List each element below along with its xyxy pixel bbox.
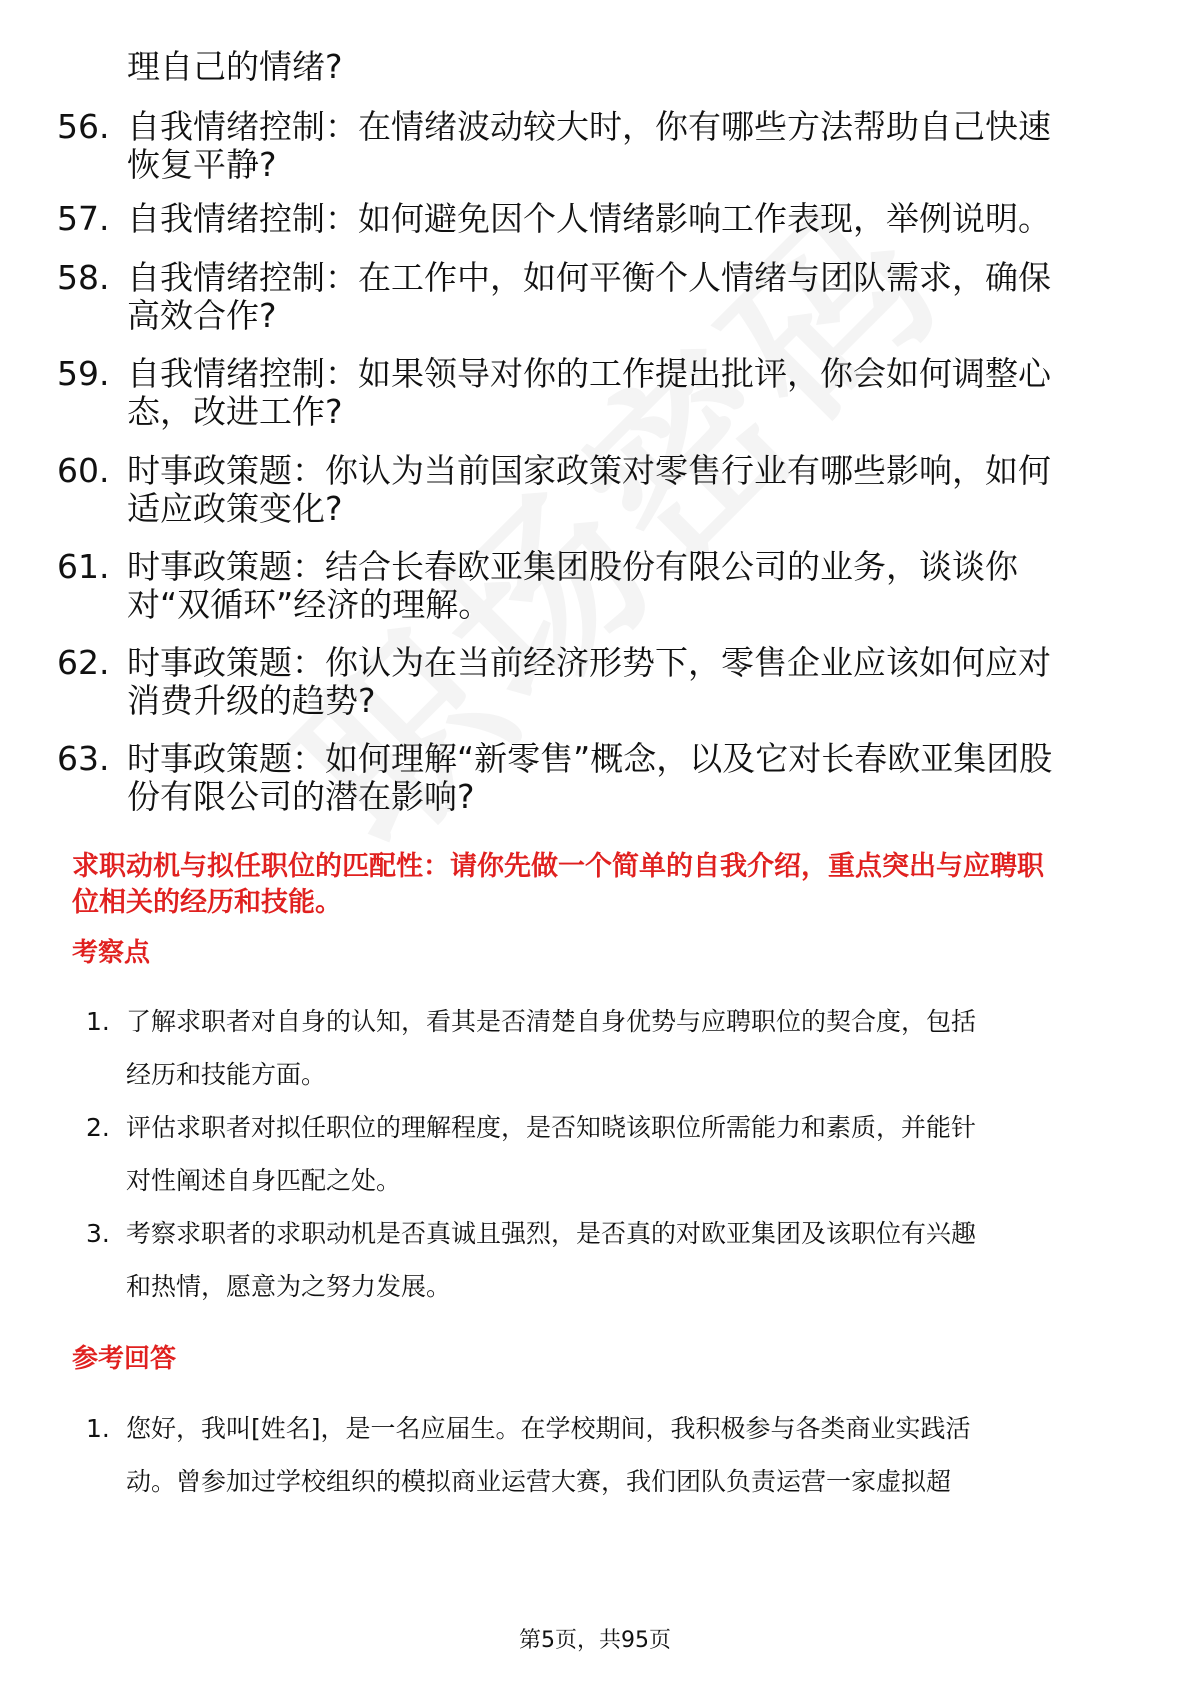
- list-item-text: 经历和技能方面。: [126, 1060, 327, 1089]
- question-text: 消费升级的趋势?: [127, 681, 376, 720]
- question-text: 高效合作?: [127, 296, 277, 335]
- question-text: 时事政策题：你认为在当前经济形势下，零售企业应该如何应对: [127, 643, 1051, 682]
- question-number: 60.: [57, 451, 110, 490]
- list-item-text: 您好，我叫[姓名]，是一名应届生。在学校期间，我积极参与各类商业实践活: [126, 1414, 971, 1443]
- section-title: 求职动机与拟任职位的匹配性：请你先做一个简单的自我介绍，重点突出与应聘职: [72, 851, 1044, 882]
- question-text: 时事政策题：你认为当前国家政策对零售行业有哪些影响，如何: [127, 451, 1051, 490]
- list-number: 1.: [86, 1414, 110, 1443]
- question-text: 适应政策变化?: [127, 489, 343, 528]
- question-number: 63.: [57, 739, 110, 778]
- list-item-text: 和热情，愿意为之努力发展。: [126, 1272, 452, 1301]
- list-item-text: 评估求职者对拟任职位的理解程度，是否知晓该职位所需能力和素质，并能针: [126, 1113, 977, 1142]
- question-text: 态，改进工作?: [127, 392, 343, 431]
- question-number: 62.: [57, 643, 110, 682]
- question-number: 56.: [57, 107, 110, 146]
- question-number: 58.: [57, 258, 110, 297]
- question-text: 自我情绪控制：在情绪波动较大时，你有哪些方法帮助自己快速: [127, 107, 1051, 146]
- question-text: 自我情绪控制：如果领导对你的工作提出批评，你会如何调整心: [127, 354, 1051, 393]
- list-number: 3.: [86, 1219, 110, 1248]
- question-number: 59.: [57, 354, 110, 393]
- answer-heading: 参考回答: [72, 1344, 177, 1374]
- question-text: 份有限公司的潜在影响?: [127, 777, 475, 816]
- question-text: 恢复平静?: [127, 145, 277, 184]
- page-number: 第5页，共95页: [519, 1628, 671, 1653]
- list-number: 1.: [86, 1007, 110, 1036]
- question-text: 自我情绪控制：如何避免因个人情绪影响工作表现，举例说明。: [127, 199, 1051, 238]
- question-text: 自我情绪控制：在工作中，如何平衡个人情绪与团队需求，确保: [127, 258, 1051, 297]
- list-item-text: 考察求职者的求职动机是否真诚且强烈，是否真的对欧亚集团及该职位有兴趣: [126, 1219, 977, 1248]
- list-item-text: 对性阐述自身匹配之处。: [126, 1166, 402, 1195]
- question-text: 对“双循环”经济的理解。: [127, 585, 492, 624]
- list-item-text: 动。曾参加过学校组织的模拟商业运营大赛，我们团队负责运营一家虚拟超: [126, 1467, 952, 1496]
- points-heading: 考察点: [72, 938, 151, 968]
- list-item-text: 了解求职者对自身的认知，看其是否清楚自身优势与应聘职位的契合度，包括: [126, 1007, 977, 1036]
- list-number: 2.: [86, 1113, 110, 1142]
- section-title: 位相关的经历和技能。: [72, 887, 342, 918]
- question-number: 61.: [57, 547, 110, 586]
- question-continuation: 理自己的情绪?: [127, 47, 343, 86]
- question-text: 时事政策题：结合长春欧亚集团股份有限公司的业务，谈谈你: [127, 547, 1018, 586]
- question-number: 57.: [57, 199, 110, 238]
- question-text: 时事政策题：如何理解“新零售”概念，以及它对长春欧亚集团股: [127, 739, 1053, 778]
